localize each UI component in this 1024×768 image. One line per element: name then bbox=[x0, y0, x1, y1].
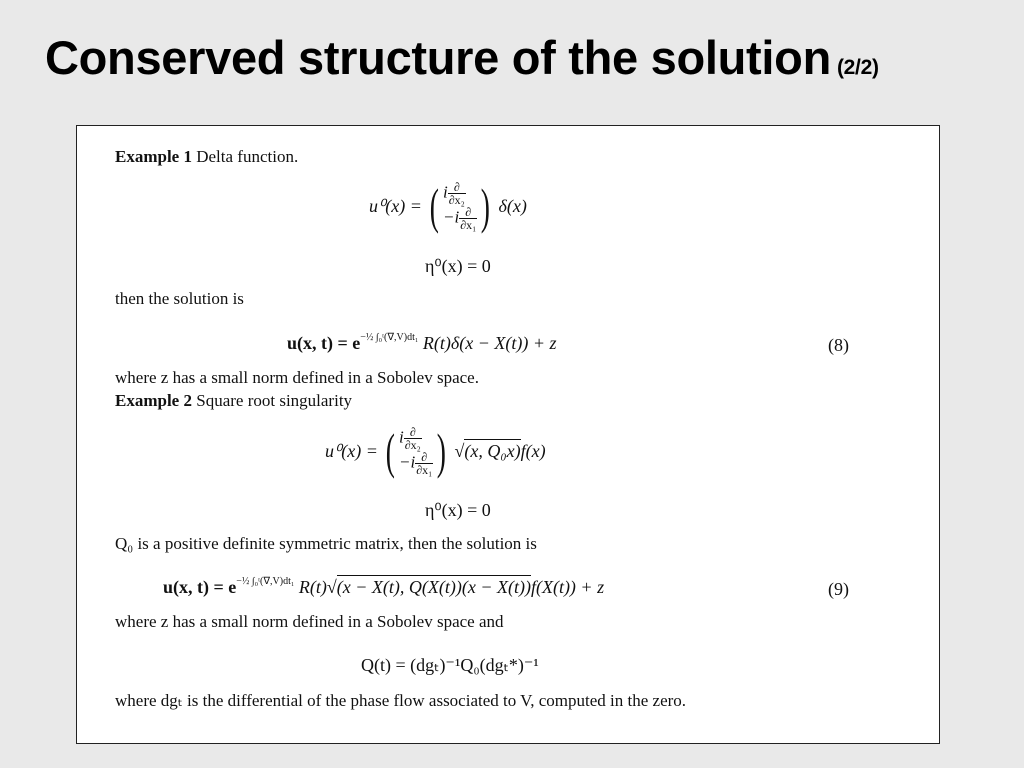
slide-title-suffix: (2/2) bbox=[836, 56, 879, 79]
equation-8 bbox=[287, 333, 557, 354]
u0-top-den: ∂x₂ bbox=[448, 193, 465, 207]
u0-bottom-num-2: ∂ bbox=[415, 451, 433, 464]
example2-last-text: where dgₜ is the differential of the phase flow associated to V, computed in the zero. bbox=[115, 691, 687, 710]
sqrt-symbol-2: √(x − X(t), Q(X(t))(x − X(t)) bbox=[326, 577, 531, 597]
eq8-lhs: u(x, t) = e bbox=[287, 333, 361, 353]
slide-title bbox=[45, 30, 879, 85]
example2-text: Square root singularity bbox=[196, 391, 353, 410]
equation-number-9: (9) bbox=[828, 579, 849, 599]
u0-bottom-num: ∂ bbox=[459, 206, 477, 219]
eq9-lhs: u(x, t) = e bbox=[163, 577, 237, 597]
example2-eta-equation: η⁰(x) = 0 bbox=[425, 500, 491, 520]
u0-top-den-2: ∂x₂ bbox=[404, 438, 421, 452]
example2-label: Example 2 bbox=[115, 391, 192, 410]
slide-title-text: Conserved structure of the solution bbox=[45, 31, 831, 84]
example1-text: Delta function. bbox=[196, 147, 299, 166]
eq9-end: f(X(t)) + z bbox=[530, 577, 605, 597]
u0-bottom-2: −i bbox=[399, 452, 416, 472]
u0-lhs: u⁰(x) = bbox=[369, 195, 422, 216]
u0-f-rhs: f(x) bbox=[520, 440, 546, 461]
eq9-r: R(t) bbox=[298, 577, 327, 597]
content-panel bbox=[76, 125, 940, 744]
eq8-rhs: R(t)δ(x − X(t)) + z bbox=[422, 333, 557, 353]
sqrt-symbol: √(x, Q₀x) bbox=[454, 440, 521, 461]
u0-top-num-2: ∂ bbox=[404, 426, 422, 439]
eq9-sqrt-arg: (x − X(t), Q(X(t))(x − X(t)) bbox=[336, 577, 531, 597]
example1-label: Example 1 bbox=[115, 147, 192, 166]
u0-bottom-den-2: ∂x₁ bbox=[416, 463, 433, 477]
example2-u0-equation: u⁰(x) = ( i $\frac{\partial}{\text{∂x₂}}$ −i $\frac{\partial}{\text{∂x₁}}$ ) √(x, Q₀x) f(x) bbox=[325, 423, 546, 479]
example2-heading bbox=[115, 391, 352, 411]
u0-top-2: i bbox=[399, 427, 404, 447]
u0-sqrt-arg: (x, Q₀x) bbox=[464, 440, 521, 461]
u0-rhs: δ(x) bbox=[498, 195, 527, 216]
q-equation: Q(t) = (dgₜ)⁻¹Q₀(dgₜ*)⁻¹ bbox=[361, 655, 539, 675]
u0-top-num: ∂ bbox=[448, 181, 466, 194]
example1-heading bbox=[115, 147, 298, 167]
example2-where-text: where z has a small norm defined in a Sobolev space and bbox=[115, 612, 504, 631]
example1-eta-equation: η⁰(x) = 0 bbox=[425, 256, 491, 276]
u0-bottom: −i bbox=[443, 207, 460, 227]
example2-q0-text: Q₀ is a positive definite symmetric matrix, then the solution is bbox=[115, 534, 537, 553]
u0-top: i bbox=[443, 182, 448, 202]
eq9-exponent: −½ ∫₀ᵗ(∇,V)dt₁ bbox=[236, 576, 295, 587]
u0-bottom-den: ∂x₁ bbox=[460, 218, 477, 232]
example1-u0-equation: u⁰(x) = ( i $\frac{\partial}{\text{∂x₂}}$ −i $\frac{\partial}{\text{∂x₁}}$ ) δ(x) bbox=[369, 178, 527, 234]
equation-number-8: (8) bbox=[828, 335, 849, 355]
equation-9 bbox=[163, 577, 604, 598]
example1-where-text: where z has a small norm defined in a Sobolev space. bbox=[115, 368, 479, 387]
u0-lhs-2: u⁰(x) = bbox=[325, 440, 378, 461]
eq8-exponent: −½ ∫₀ᵗ(∇,V)dt₁ bbox=[360, 332, 419, 343]
example1-then-text: then the solution is bbox=[115, 289, 244, 308]
